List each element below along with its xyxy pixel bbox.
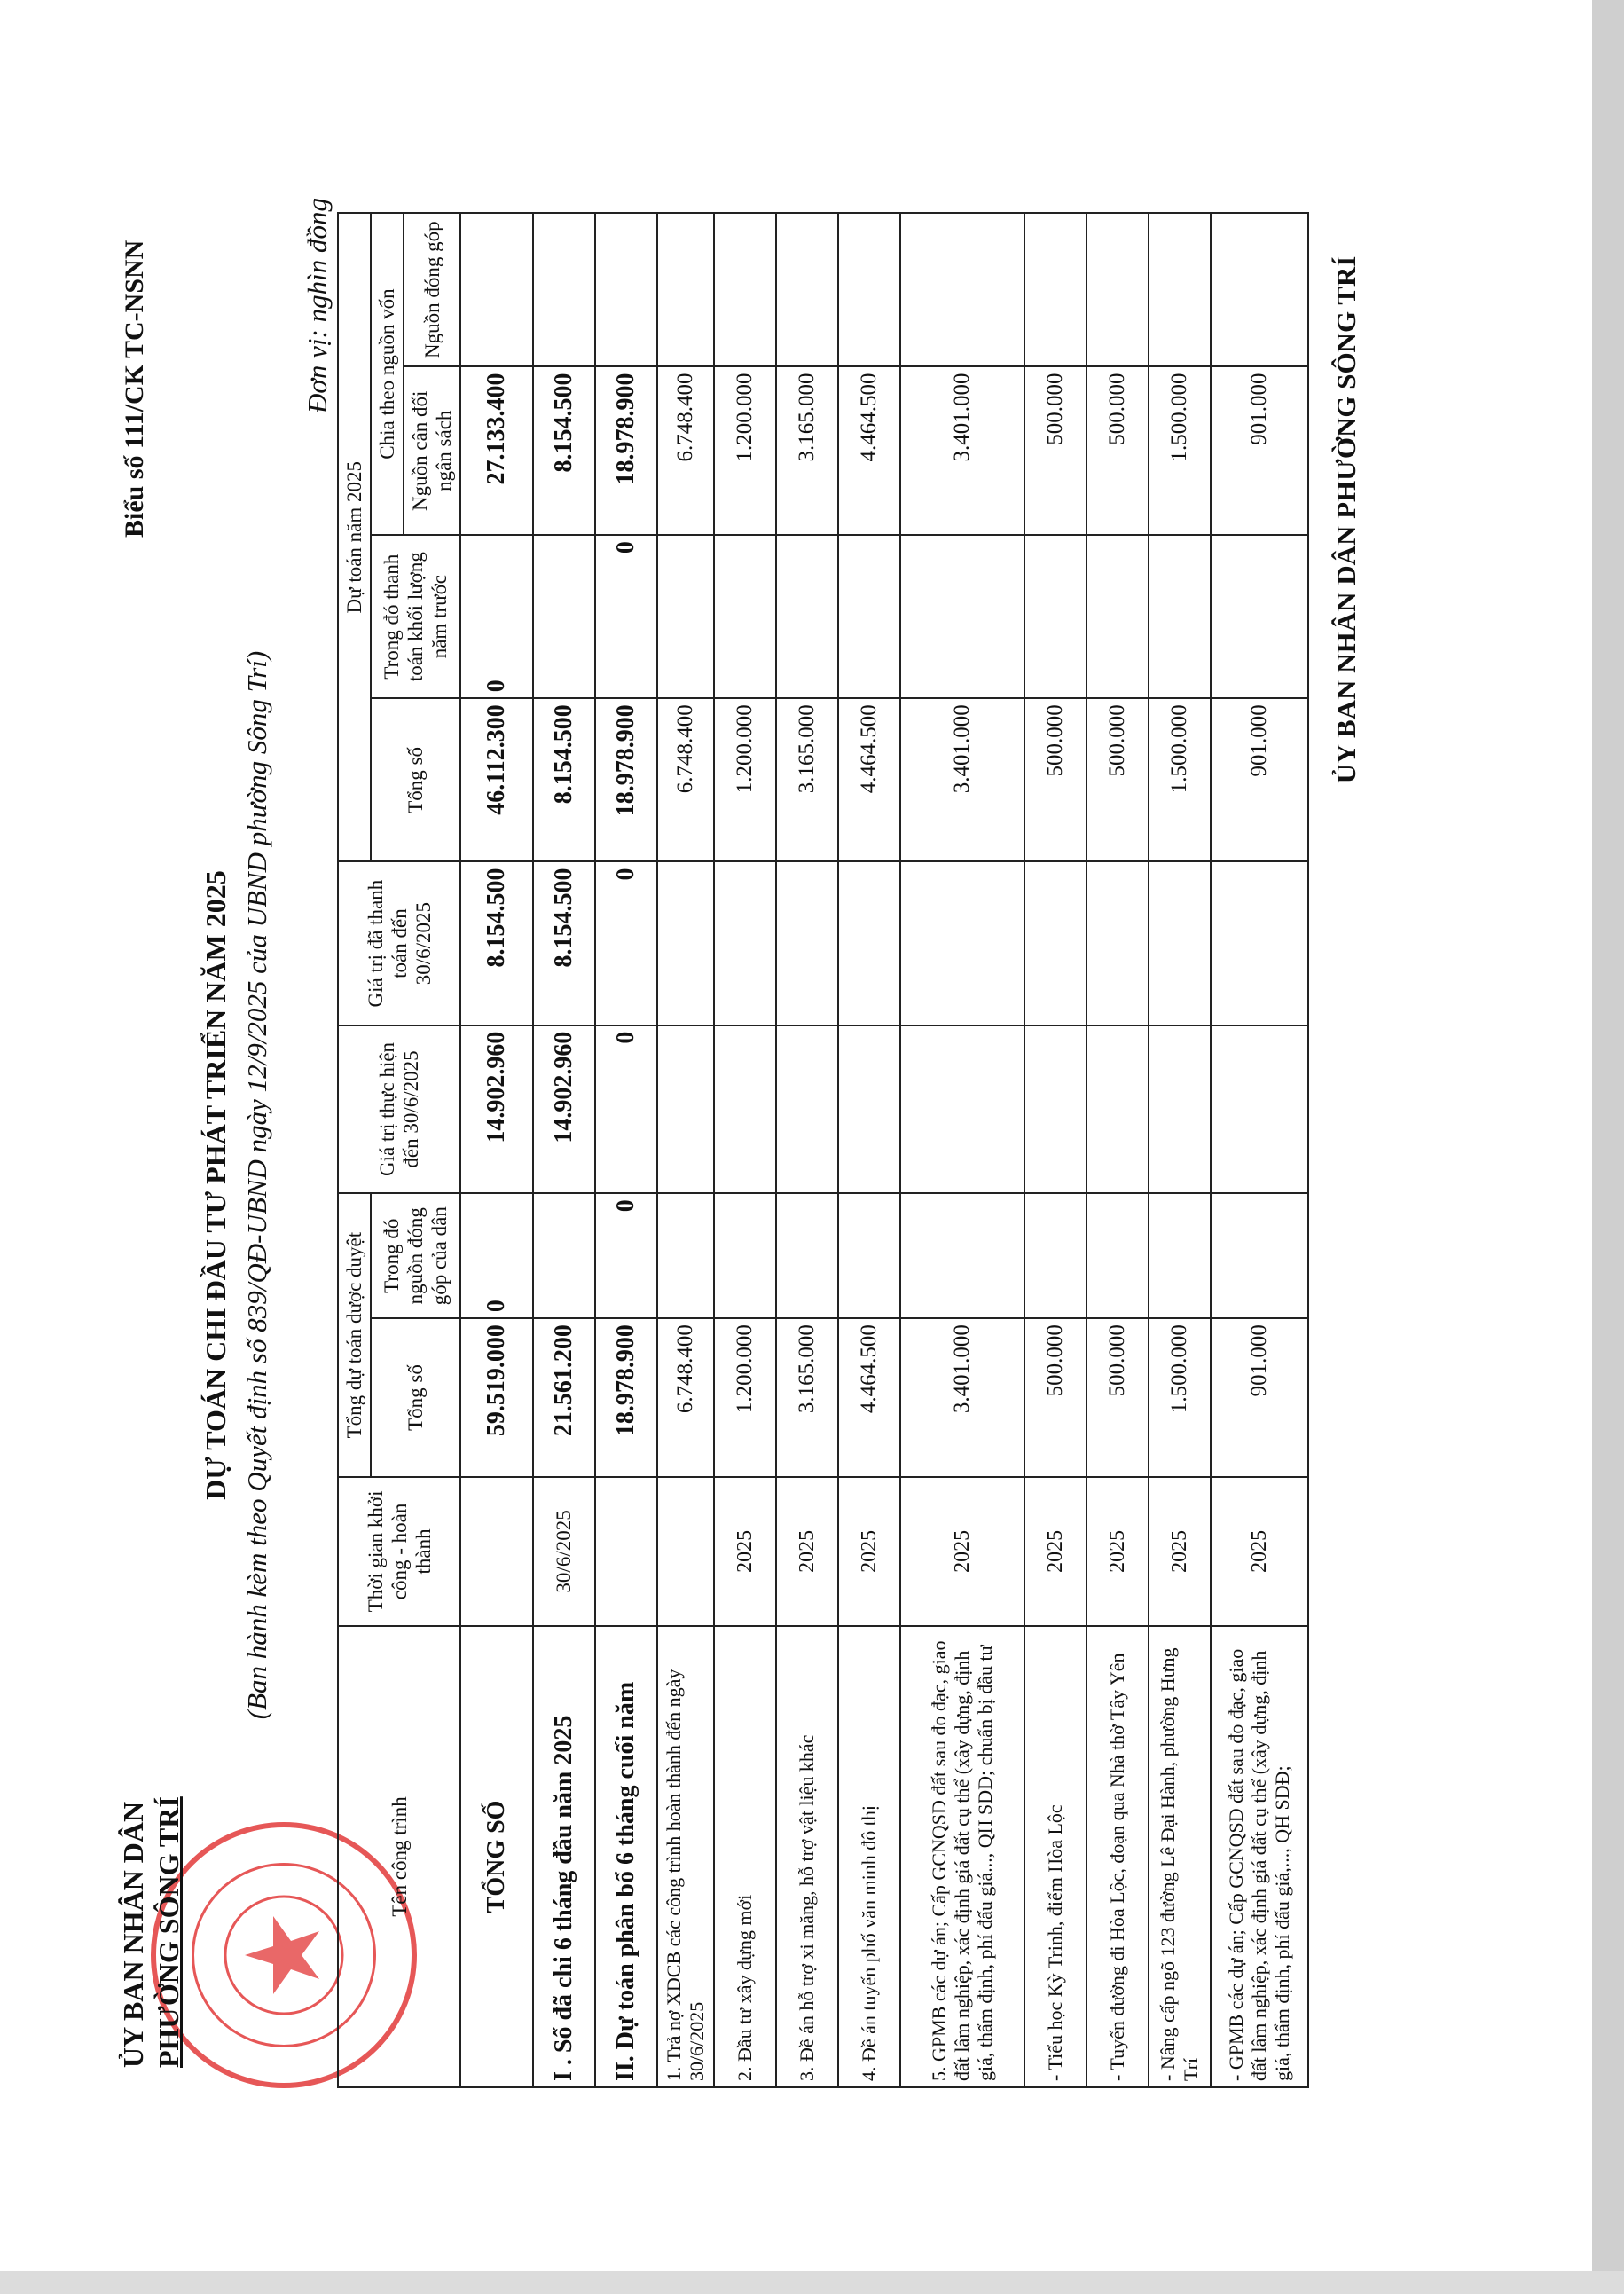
- col-budget2025: Dự toán năm 2025: [338, 213, 371, 861]
- row-b-prev: 0: [595, 535, 657, 698]
- row-implemented: [1149, 1025, 1211, 1194]
- org-line1: ỦY BAN NHÂN DÂN: [117, 1801, 149, 2068]
- row-approved-total: 3.165.000: [776, 1318, 838, 1477]
- row-b-balance: 27.133.400: [460, 366, 533, 535]
- col-name: Tên công trình: [338, 1626, 460, 2087]
- row-name: II. Dự toán phân bổ 6 tháng cuối năm: [595, 1626, 657, 2087]
- row-b-contrib: [1024, 213, 1087, 366]
- row-approved-contrib: [657, 1193, 714, 1318]
- row-b-balance: 500.000: [1087, 366, 1149, 535]
- document-subtitle: (Ban hành kèm theo Quyết định số 839/QĐ-UBND ngày 12/9/2025 của UBND phường Sông Trí): [241, 650, 272, 1720]
- row-implemented: [900, 1025, 1024, 1194]
- org-header: [115, 1796, 186, 2068]
- row-b-contrib: [900, 213, 1024, 366]
- row-name: - GPMB các dự án; Cấp GCNQSD đất sau đo đạc, giao đất lâm nghiệp, xác định giá đất cụ thể (xây dựng, định giá, thẩm định, phí đấu giá,..., QH SDĐ;: [1211, 1626, 1308, 2087]
- row-paid: [838, 861, 900, 1025]
- row-b-balance: 500.000: [1024, 366, 1087, 535]
- row-implemented: [1087, 1025, 1149, 1194]
- row-b-contrib: [460, 213, 533, 366]
- unit-label: Đơn vị: nghìn đồng: [302, 198, 333, 413]
- row-b-contrib: [838, 213, 900, 366]
- row-b-prev: [714, 535, 776, 698]
- row-approved-contrib: 0: [460, 1193, 533, 1318]
- row-b-contrib: [776, 213, 838, 366]
- row-time: 2025: [900, 1477, 1024, 1626]
- row-paid: [1211, 861, 1308, 1025]
- row-implemented: [657, 1025, 714, 1194]
- row-approved-total: 901.000: [1211, 1318, 1308, 1477]
- row-paid: 8.154.500: [533, 861, 595, 1025]
- row-time: 2025: [1024, 1477, 1087, 1626]
- row-approved-total: 18.978.900: [595, 1318, 657, 1477]
- row-implemented: [1024, 1025, 1087, 1194]
- row-time: [460, 1477, 533, 1626]
- row-approved-total: 6.748.400: [657, 1318, 714, 1477]
- col-time: Thời gian khởi công - hoàn thành: [338, 1477, 460, 1626]
- col-b-split: Chia theo nguồn vốn: [371, 213, 404, 535]
- table-row: [714, 213, 776, 2087]
- row-paid: [900, 861, 1024, 1025]
- col-implemented: Giá trị thực hiện đến 30/6/2025: [338, 1025, 460, 1194]
- row-approved-contrib: [533, 1193, 595, 1318]
- row-approved-contrib: [1087, 1193, 1149, 1318]
- row-name: I . Số đã chi 6 tháng đầu năm 2025: [533, 1626, 595, 2087]
- table-row: [533, 213, 595, 2087]
- row-implemented: [776, 1025, 838, 1194]
- row-approved-contrib: 0: [595, 1193, 657, 1318]
- row-approved-contrib: [838, 1193, 900, 1318]
- row-approved-contrib: [1149, 1193, 1211, 1318]
- row-b-total: 18.978.900: [595, 698, 657, 861]
- row-name: 5. GPMB các dự án; Cấp GCNQSD đất sau đo đạc, giao đất lâm nghiệp, xác định giá đất cụ thể (xây dựng, định giá, thẩm định, phí đấu giá..., QH SDĐ; chuẩn bị đầu tư: [900, 1626, 1024, 2087]
- row-b-prev: [1087, 535, 1149, 698]
- row-b-balance: 901.000: [1211, 366, 1308, 535]
- row-b-total: 6.748.400: [657, 698, 714, 861]
- row-approved-total: 59.519.000: [460, 1318, 533, 1477]
- budget-table: [337, 212, 1309, 2088]
- row-implemented: [714, 1025, 776, 1194]
- row-approved-total: 500.000: [1087, 1318, 1149, 1477]
- row-b-total: 4.464.500: [838, 698, 900, 861]
- row-time: 2025: [714, 1477, 776, 1626]
- row-b-total: 8.154.500: [533, 698, 595, 861]
- form-code: Biểu số 111/CK TC-NSNN: [120, 240, 149, 538]
- table-row: [1087, 213, 1149, 2087]
- row-b-total: 500.000: [1087, 698, 1149, 861]
- col-b-contrib: Nguồn đóng góp: [404, 213, 460, 366]
- row-approved-total: 1.200.000: [714, 1318, 776, 1477]
- table-row: [1149, 213, 1211, 2087]
- row-b-total: 3.401.000: [900, 698, 1024, 861]
- table-row: [776, 213, 838, 2087]
- row-name: - Nâng cấp ngõ 123 đường Lê Đại Hành, phường Hưng Trí: [1149, 1626, 1211, 2087]
- row-b-balance: 18.978.900: [595, 366, 657, 535]
- table-row: [1211, 213, 1308, 2087]
- table-row: [595, 213, 657, 2087]
- row-implemented: [838, 1025, 900, 1194]
- row-b-prev: [1149, 535, 1211, 698]
- col-b-prev: Trong đó thanh toán khối lượng năm trước: [371, 535, 460, 698]
- row-b-total: 1.200.000: [714, 698, 776, 861]
- row-b-total: 46.112.300: [460, 698, 533, 861]
- row-b-prev: [900, 535, 1024, 698]
- row-paid: 8.154.500: [460, 861, 533, 1025]
- signer-label: ỦY BAN NHÂN DÂN PHƯỜNG SÔNG TRÍ: [1330, 255, 1361, 784]
- row-implemented: 0: [595, 1025, 657, 1194]
- row-b-prev: 0: [460, 535, 533, 698]
- row-paid: [657, 861, 714, 1025]
- row-approved-contrib: [714, 1193, 776, 1318]
- org-line2: PHƯỜNG SÔNG TRÍ: [153, 1796, 184, 2068]
- row-b-contrib: [1087, 213, 1149, 366]
- row-time: 2025: [838, 1477, 900, 1626]
- table-row: [1024, 213, 1087, 2087]
- row-time: 2025: [1149, 1477, 1211, 1626]
- row-time: 2025: [1087, 1477, 1149, 1626]
- row-b-prev: [838, 535, 900, 698]
- row-implemented: 14.902.960: [533, 1025, 595, 1194]
- table-row: [900, 213, 1024, 2087]
- row-name: - Tiểu học Kỳ Trinh, điểm Hòa Lộc: [1024, 1626, 1087, 2087]
- row-b-prev: [1211, 535, 1308, 698]
- row-paid: [1149, 861, 1211, 1025]
- row-b-balance: 8.154.500: [533, 366, 595, 535]
- row-b-balance: 1.500.000: [1149, 366, 1211, 535]
- row-b-total: 901.000: [1211, 698, 1308, 861]
- row-b-total: 500.000: [1024, 698, 1087, 861]
- table-row: [657, 213, 714, 2087]
- row-implemented: 14.902.960: [460, 1025, 533, 1194]
- row-b-prev: [1024, 535, 1087, 698]
- row-approved-total: 21.561.200: [533, 1318, 595, 1477]
- row-paid: [1087, 861, 1149, 1025]
- row-b-contrib: [1211, 213, 1308, 366]
- col-b-total: Tổng số: [371, 698, 460, 861]
- row-name: TỔNG SỐ: [460, 1626, 533, 2087]
- row-b-contrib: [714, 213, 776, 366]
- row-b-balance: 1.200.000: [714, 366, 776, 535]
- row-b-balance: 3.165.000: [776, 366, 838, 535]
- row-b-prev: [533, 535, 595, 698]
- col-paid: Giá trị đã thanh toán đến 30/6/2025: [338, 861, 460, 1025]
- row-time: 2025: [1211, 1477, 1308, 1626]
- row-paid: [776, 861, 838, 1025]
- row-paid: [1024, 861, 1087, 1025]
- row-b-contrib: [533, 213, 595, 366]
- row-time: [657, 1477, 714, 1626]
- row-implemented: [1211, 1025, 1308, 1194]
- row-b-balance: 4.464.500: [838, 366, 900, 535]
- row-paid: [714, 861, 776, 1025]
- row-b-contrib: [657, 213, 714, 366]
- row-approved-contrib: [1024, 1193, 1087, 1318]
- row-b-prev: [776, 535, 838, 698]
- row-b-total: 3.165.000: [776, 698, 838, 861]
- row-b-prev: [657, 535, 714, 698]
- row-approved-contrib: [1211, 1193, 1308, 1318]
- row-b-balance: 3.401.000: [900, 366, 1024, 535]
- table-row: [460, 213, 533, 2087]
- row-b-balance: 6.748.400: [657, 366, 714, 535]
- row-b-contrib: [1149, 213, 1211, 366]
- row-b-total: 1.500.000: [1149, 698, 1211, 861]
- row-name: - Tuyến đường đi Hòa Lộc, đoạn qua Nhà thờ Tây Yên: [1087, 1626, 1149, 2087]
- row-name: 4. Đề án tuyến phố văn minh đô thị: [838, 1626, 900, 2087]
- row-name: 1. Trả nợ XDCB các công trình hoàn thành đến ngày 30/6/2025: [657, 1626, 714, 2087]
- col-approved: Tổng dự toán được duyệt: [338, 1193, 371, 1477]
- row-name: 2. Đầu tư xây dựng mới: [714, 1626, 776, 2087]
- col-b-balance: Nguồn cân đối ngân sách: [404, 366, 460, 535]
- col-approved-total: Tổng số: [371, 1318, 460, 1477]
- row-approved-total: 4.464.500: [838, 1318, 900, 1477]
- col-approved-contrib: Trong đó nguồn đóng góp của dân: [371, 1193, 460, 1318]
- row-approved-contrib: [776, 1193, 838, 1318]
- row-time: [595, 1477, 657, 1626]
- document-title: DỰ TOÁN CHI ĐẦU TƯ PHÁT TRIỂN NĂM 2025: [200, 870, 231, 1500]
- row-time: 2025: [776, 1477, 838, 1626]
- row-approved-contrib: [900, 1193, 1024, 1318]
- row-name: 3. Đề án hỗ trợ xi măng, hỗ trợ vật liệu khác: [776, 1626, 838, 2087]
- row-approved-total: 3.401.000: [900, 1318, 1024, 1477]
- row-paid: 0: [595, 861, 657, 1025]
- table-row: [838, 213, 900, 2087]
- row-approved-total: 500.000: [1024, 1318, 1087, 1477]
- row-time: 30/6/2025: [533, 1477, 595, 1626]
- row-approved-total: 1.500.000: [1149, 1318, 1211, 1477]
- row-b-contrib: [595, 213, 657, 366]
